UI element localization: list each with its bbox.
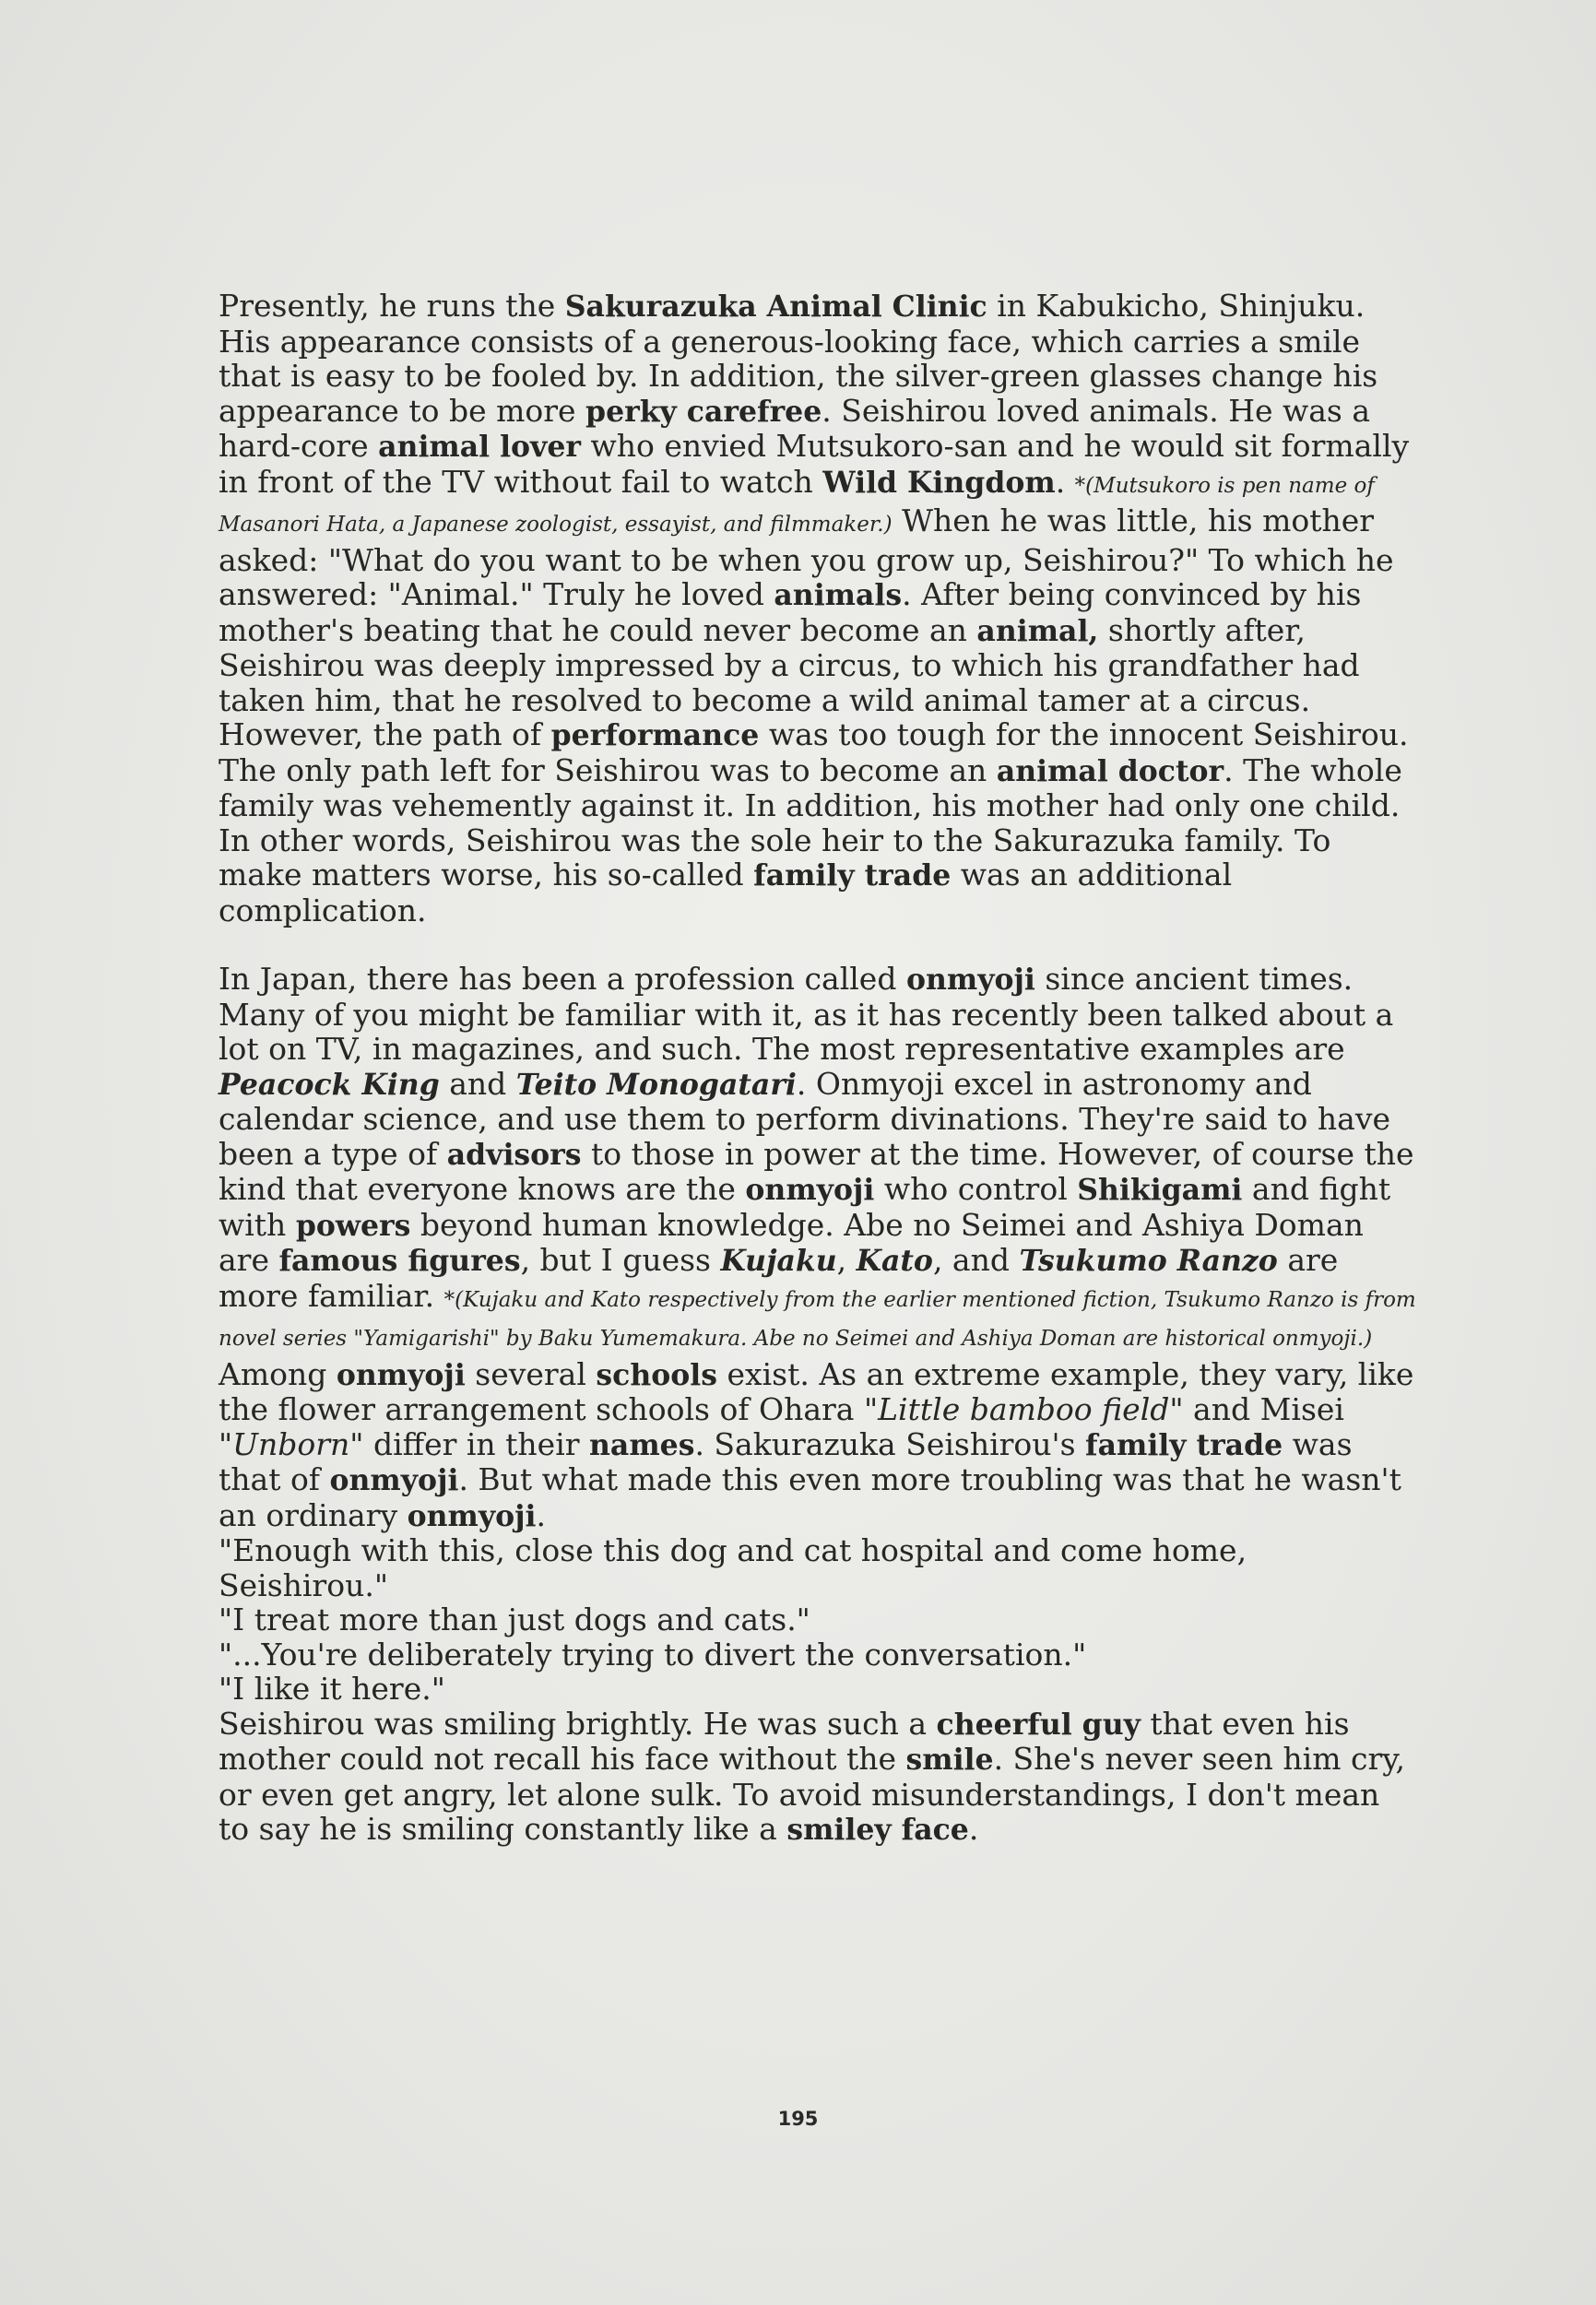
text-run: "Enough with this, close this dog and cat hospital and come home, Seishirou." [219,1532,1247,1603]
text-run: was that of [219,1425,1353,1497]
text-run: "I like it here." [219,1671,445,1707]
text-run: who envied Mutsukoro-san and he would sit formally in front of the TV without fail to watch [219,428,1410,500]
emphasis-text: cheerful guy [936,1707,1141,1742]
text-run: that even his mother could not recall his face without the [219,1705,1350,1777]
text-run: to those in power at the time. However, of course the kind that everyone knows are the [219,1135,1414,1207]
footnote-text: *(Kujaku and Kato respectively from the earlier mentioned fiction, Tsukumo Ranzo is from novel series "Yamigarishi" by Baku Yumemakura. Abe no Seimei and Ashiya Doman are historical onmyoji.) [219,1287,1416,1351]
emphasis-text: onmyoji [407,1498,537,1533]
text-run: in Kabukicho, Shinjuku. His appearance consists of a generous-looking face, which carries a smile that is easy to be fooled by. In addition, the silver-green glasses change his appearance to be more [219,288,1378,429]
footnote-text: *(Mutsukoro is pen name of Masanori Hata, a Japanese zoologist, essayist, and filmmaker.) [219,473,1375,537]
text-run: are more familiar. [219,1242,1339,1314]
text-run: shortly after, Seishirou was deeply impressed by a circus, to which his grandfather had taken him, that he resolved to become a wild animal tamer at a circus. However, the path of [219,611,1360,752]
emphasis-text: "Unborn" [219,1425,364,1462]
text-run: and Misei [1183,1391,1344,1427]
paragraph [219,1672,1417,1707]
emphasis-text: Kato [856,1244,933,1278]
emphasis-text: "Little bamboo field" [863,1391,1184,1427]
body-text [219,289,1417,1848]
text-run: "...You're deliberately trying to divert the conversation." [219,1636,1087,1673]
paragraph [219,1637,1417,1673]
text-run: , [836,1242,857,1278]
text-run: . But what made this even more troubling was that he wasn't an ordinary [219,1461,1401,1533]
emphasis-text: Kujaku [720,1244,837,1278]
text-run: was an additional complication. [219,857,1233,928]
text-run: . [536,1496,546,1533]
emphasis-text: powers [295,1208,411,1243]
emphasis-text: perky carefree [585,394,822,429]
emphasis-text: Peacock King [219,1067,440,1102]
text-run: "I treat more than just dogs and cats." [219,1602,810,1637]
emphasis-text: names [589,1427,695,1462]
emphasis-text: Teito Monogatari [515,1067,797,1102]
emphasis-text: advisors [446,1137,582,1172]
text-run: . Sakurazuka Seishirou's [694,1425,1086,1462]
emphasis-text: Tsukumo Ranzo [1019,1244,1278,1278]
text-run: In Japan, there has been a profession called [219,961,906,997]
paragraph [219,1602,1417,1637]
emphasis-text: family trade [1085,1427,1283,1462]
text-run: , but I guess [520,1242,721,1278]
emphasis-text: animal lover [378,430,581,464]
text-run: since ancient times. Many of you might be familiar with it, as it has recently been talked about a lot on TV, in magazines, and such. The most representative examples are [219,961,1394,1067]
paragraph [219,962,1417,1533]
text-run: , and [932,1242,1020,1278]
paragraph [219,1707,1417,1848]
emphasis-text: performance [550,718,760,752]
paragraph [219,289,1417,928]
text-run: Presently, he runs the [219,288,565,324]
emphasis-text: onmyoji [329,1463,459,1497]
text-run: and fight with [219,1171,1391,1243]
text-run: beyond human knowledge. Abe no Seimei and Ashiya Doman are [219,1206,1364,1278]
emphasis-text: onmyoji [745,1173,875,1207]
text-run: exist. As an extreme example, they vary, like the flower arrangement schools of Ohara [219,1355,1414,1427]
emphasis-text: smile [905,1743,994,1777]
text-run: was too tough for the innocent Seishirou. The only path left for Seishirou was to become an [219,716,1409,788]
text-run: and [439,1065,516,1102]
emphasis-text: Sakurazuka Animal Clinic [564,290,987,324]
emphasis-text: smiley face [786,1813,969,1847]
text-run: When he was little, his mother asked: "What do you want to be when you grow up, Seishirou?" To which he answered: "Animal." Truly he loved [219,502,1394,612]
text-run: . [1055,463,1075,500]
text-run: Seishirou was smiling brightly. He was such a [219,1705,937,1742]
page-number: 195 [777,2108,819,2130]
text-run: several [465,1355,597,1392]
text-run: . After being convinced by his mother's beating that he could never become an [219,576,1362,648]
text-run: . She's never seen him cry, or even get angry, let alone sulk. To avoid misunderstandings, I don't mean to say he is smiling constantly like a [219,1741,1405,1847]
text-run: . Onmyoji excel in astronomy and calendar science, and use them to perform divinations. They're said to have been a type of [219,1065,1391,1172]
text-run: Among [219,1355,337,1392]
emphasis-text: onmyoji [336,1357,466,1392]
emphasis-text: animal, [976,613,1099,648]
emphasis-text: Shikigami [1077,1173,1243,1207]
text-run: . Seishirou loved animals. He was a hard-core [219,392,1371,464]
text-run: . [968,1811,979,1847]
emphasis-text: animal doctor [996,753,1224,788]
paragraph [219,1533,1417,1602]
text-run: . The whole family was vehemently against it. In addition, his mother had only one child. In other words, Seishirou was the sole heir to the Sakurazuka family. To make matters worse, his so-called [219,751,1402,892]
emphasis-text: schools [596,1357,717,1392]
emphasis-text: Wild Kingdom [822,465,1056,500]
emphasis-text: animals [774,578,903,612]
text-run: who control [874,1171,1078,1207]
emphasis-text: onmyoji [905,963,1035,997]
emphasis-text: famous figures [278,1244,521,1278]
emphasis-text: family trade [753,858,952,892]
text-run: differ in their [363,1425,590,1462]
